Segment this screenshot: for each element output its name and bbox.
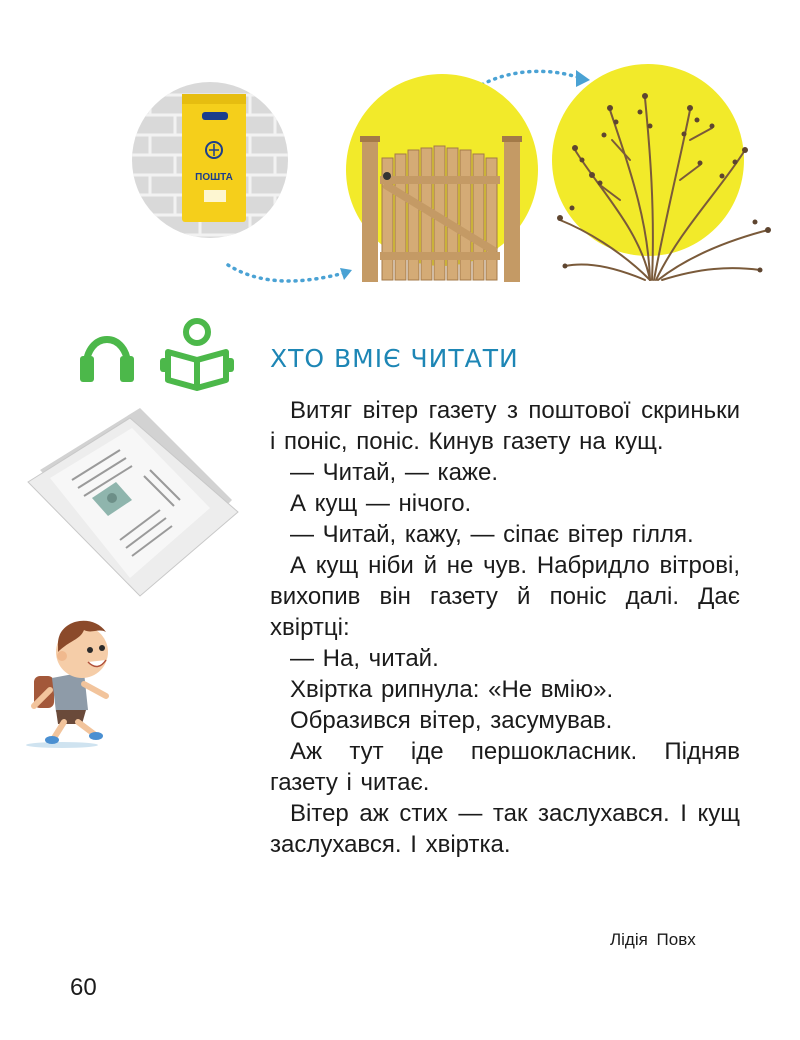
story-paragraph: — На, читай. (290, 645, 439, 672)
story-paragraph: А кущ — нічого. (290, 490, 472, 517)
newspaper-illustration (28, 408, 238, 596)
running-boy-illustration (26, 621, 108, 748)
story-title: ХТО ВМІЄ ЧИТАТИ (270, 344, 519, 373)
mailbox (182, 94, 246, 222)
story-paragraph: Образився вітер, засумував. (290, 707, 613, 734)
mailbox-wall-circle (120, 82, 300, 238)
bush-illustration (552, 64, 771, 280)
story-paragraph: — Читай, кажу, — сіпає вітер гілля. (290, 521, 694, 548)
story-paragraph: — Читай, — каже. (290, 459, 498, 486)
story-paragraph: Витяг вітер газету з поштової скриньки і поніс, поніс. Кинув газету на кущ. (270, 397, 740, 455)
page-number: 60 (70, 974, 97, 1001)
story-paragraph: Вітер аж стих — так заслухався. І кущ заслухався. І хвіртка. (270, 800, 740, 858)
dotted-arrow-1 (228, 265, 348, 281)
story-text (270, 395, 740, 860)
reading-child-icon (160, 321, 234, 388)
mailbox-label: ПОШТА (195, 172, 233, 183)
headphones-icon (80, 340, 134, 383)
story-author: Лідія Повх (610, 930, 696, 949)
arrow-head-2 (576, 70, 590, 87)
story-paragraph: Аж тут іде першокласник. Підняв газету і читає. (270, 738, 740, 796)
story-paragraph: А кущ ніби й не чув. Набридло вітрові, вихопив він газету й поніс далі. Дає хвіртці: (270, 552, 740, 641)
story-paragraph: Хвіртка рипнула: «Не вмію». (290, 676, 614, 703)
gate-illustration (346, 74, 538, 282)
